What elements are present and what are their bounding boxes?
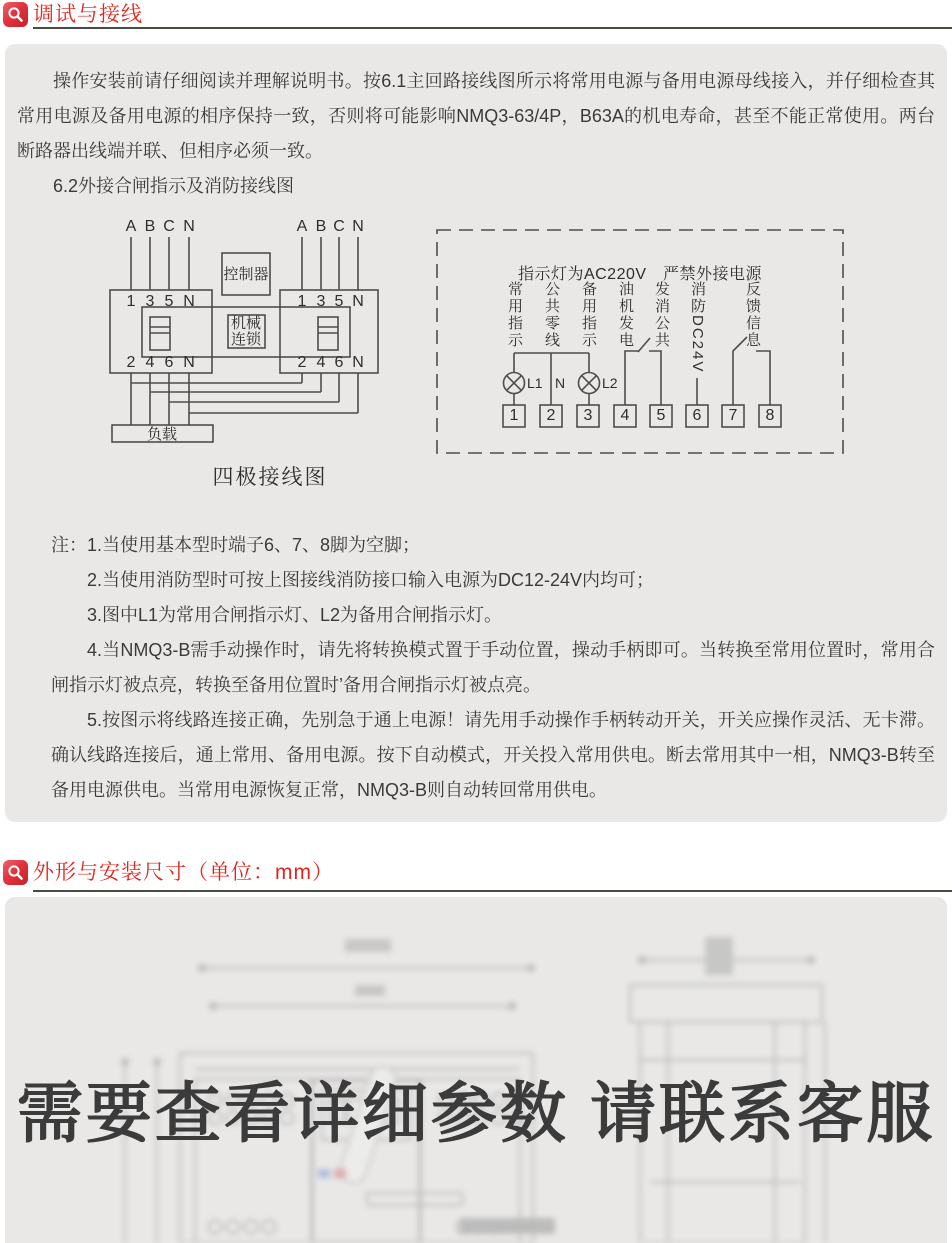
column-label-feedback: 反馈信息: [744, 281, 761, 349]
terminal-number: 5: [656, 407, 666, 424]
phase-label: C: [333, 218, 345, 235]
column-label-fire-dc24v: 消防DC24V: [689, 281, 706, 374]
terminal-number: 4: [620, 407, 630, 424]
header-underline: [33, 890, 952, 892]
column-label-common-neutral: 公共零线: [543, 281, 560, 349]
phase-label: B: [144, 218, 156, 235]
terminal-number: 2: [546, 407, 556, 424]
dimensions-panel: [5, 897, 947, 1243]
controller-label: 控制器: [223, 266, 269, 283]
terminal-label: 3: [316, 293, 326, 310]
interlock-label: 连锁: [230, 331, 262, 348]
phase-label: N: [352, 218, 364, 235]
subsection-title: 6.2外接合闸指示及消防接线图: [53, 176, 295, 196]
indicator-note: 指示灯为AC220V 严禁外接电源: [517, 266, 763, 283]
terminal-label: 1: [126, 293, 136, 310]
note-item: 4.当NMQ3-B需手动操作时，请先将转换模式置于手动位置，操动手柄即可。当转换至常用位置时，常用合闸指示灯被点亮，转换至备用位置时’备用合闸指示灯被点亮。: [51, 640, 935, 695]
terminal-label: N: [183, 293, 195, 310]
note-item: 2.当使用消防型时可按上图接线消防接口输入电源为DC12-24V内均可；: [87, 570, 655, 590]
terminal-label: 3: [145, 293, 155, 310]
load-label: 负载: [146, 426, 178, 443]
phase-label: N: [183, 218, 195, 235]
terminal-number: 8: [765, 407, 775, 424]
note-item: 3.图中L1为常用合闸指示灯、L2为备用合闸指示灯。: [87, 605, 503, 625]
terminal-label: N: [183, 354, 195, 371]
terminal-number: 3: [583, 407, 593, 424]
terminal-label: N: [352, 354, 364, 371]
phase-label: A: [296, 218, 308, 235]
terminal-label: 4: [145, 354, 155, 371]
lamp1-label: L1: [527, 375, 543, 391]
note-item: 5.按图示将线路连接正确，先别急于通上电源！请先用手动操作手柄转动开关，开关应操作灵活、无卡滞。确认线路连接后，通上常用、备用电源。按下自动模式，开关投入常用供电。断去常用其中一相，NMQ3-B转至备用电源供电。当常用电源恢复正常，NMQ3-B则自动转回常用供电。: [51, 710, 935, 800]
four-pole-wiring-diagram: [100, 215, 420, 505]
column-label-normal-indication: 常用指示: [506, 281, 523, 349]
column-label-generator: 油机发电: [617, 281, 634, 349]
column-label-gen-common: 发消公共: [653, 281, 670, 349]
phase-label: C: [163, 218, 175, 235]
neutral-label: N: [555, 375, 566, 391]
terminal-label: 1: [297, 293, 307, 310]
terminal-number: 6: [692, 407, 702, 424]
column-label-backup-indication: 备用指示: [580, 281, 597, 349]
indicator-terminal-diagram: [430, 225, 850, 460]
section-header-debug-wiring: [0, 0, 952, 29]
terminal-label: 6: [334, 354, 344, 371]
section-title: 调试与接线: [33, 3, 143, 26]
interlock-label: 机械: [230, 315, 262, 332]
notes-prefix: 注：: [51, 535, 87, 555]
lamp2-label: L2: [602, 375, 618, 391]
section-header-dimensions: [0, 858, 952, 892]
header-underline: [33, 27, 952, 29]
terminal-label: 2: [297, 354, 307, 371]
terminal-label: 4: [316, 354, 326, 371]
terminal-label: N: [352, 293, 364, 310]
watermark-contact-text: 需要查看详细参数 请联系客服: [16, 1076, 936, 1150]
note-item: [51, 528, 935, 563]
phase-label: A: [125, 218, 137, 235]
note-text: 1.当使用基本型时端子6、7、8脚为空脚；: [87, 535, 421, 555]
terminal-label: 2: [126, 354, 136, 371]
intro-paragraph: 操作安装前请仔细阅读并理解说明书。按6.1主回路接线图所示将常用电源与备用电源母线接入，并仔细检查其常用电源及备用电源的相序保持一致，否则将可能影响NMQ3-63/4P，B63A的机电寿命，甚至不能正常使用。两台断路器出线端并联、但相序必须一致。: [17, 71, 935, 161]
terminal-label: 5: [164, 293, 174, 310]
magnifier-icon: [3, 860, 28, 885]
debug-wiring-panel: [5, 44, 947, 822]
terminal-number: 1: [509, 407, 519, 424]
terminal-label: 5: [334, 293, 344, 310]
magnifier-icon: [3, 2, 28, 27]
terminal-number: 7: [728, 407, 738, 424]
phase-label: B: [315, 218, 327, 235]
diagram-caption: 四极接线图: [212, 466, 328, 489]
section-title: 外形与安装尺寸（单位：mm）: [33, 861, 334, 884]
notes-list: [51, 528, 935, 808]
terminal-label: 6: [164, 354, 174, 371]
